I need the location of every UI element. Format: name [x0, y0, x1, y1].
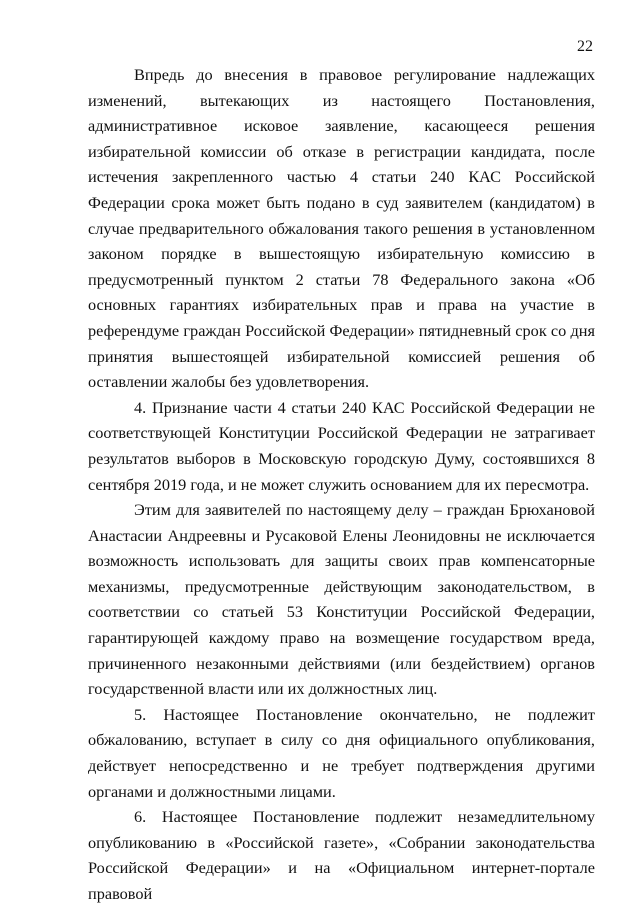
- paragraph-4-election-results: 4. Признание части 4 статьи 240 КАС Российской Федерации не соответствующей Конституции Российской Федерации не затрагивает результатов выборов в Московскую городскую Думу, состоявшихся 8 сентября 2019 года, и не может служить основанием для их пересмотра.: [88, 397, 595, 494]
- document-body: [88, 62, 595, 907]
- paragraph-compensation: Этим для заявителей по настоящему делу – граждан Брюхановой Анастасии Андреевны и Русаковой Елены Леонидовны не исключается возможность использовать для защиты своих прав компенсаторные механизмы, предусмотренные действующим законодательством, в соответствии со статьей 53 Конституции Российской Федерации, гарантирующей каждому право на возмещение государством вреда, причиненного незаконными действиями (или бездействием) органов государственной власти или их должностных лиц.: [88, 500, 595, 699]
- paragraph-interim-procedure: Впредь до внесения в правовое регулирование надлежащих изменений, вытекающих из настоящего Постановления, административное исковое заявление, касающееся решения избирательной комиссии об отказе в регистрации кандидата, после истечения закрепленного частью 4 статьи 240 КАС Российской Федерации срока может быть подано в суд заявителем (кандидатом) в случае предварительного обжалования такого решения в установленном законом порядке в вышестоящую избирательную комиссию в предусмотренный пунктом 2 статьи 78 Федерального закона «Об основных гарантиях избирательных прав и права на участие в референдуме граждан Российской Федерации» пятидневный срок со дня принятия вышестоящей избирательной комиссией решения об оставлении жалобы без удовлетворения.: [88, 65, 595, 392]
- page-number: 22: [577, 38, 593, 55]
- paragraph-6-publication: 6. Настоящее Постановление подлежит незамедлительному опубликованию в «Российской газете», «Собрании законодательства Российской Федерации» и на «Официальном интернет-портале правовой: [88, 807, 595, 903]
- paragraph-5-finality: 5. Настоящее Постановление окончательно, не подлежит обжалованию, вступает в силу со дня официального опубликования, действует непосредственно и не требует подтверждения другими органами и должностными лицами.: [88, 704, 595, 801]
